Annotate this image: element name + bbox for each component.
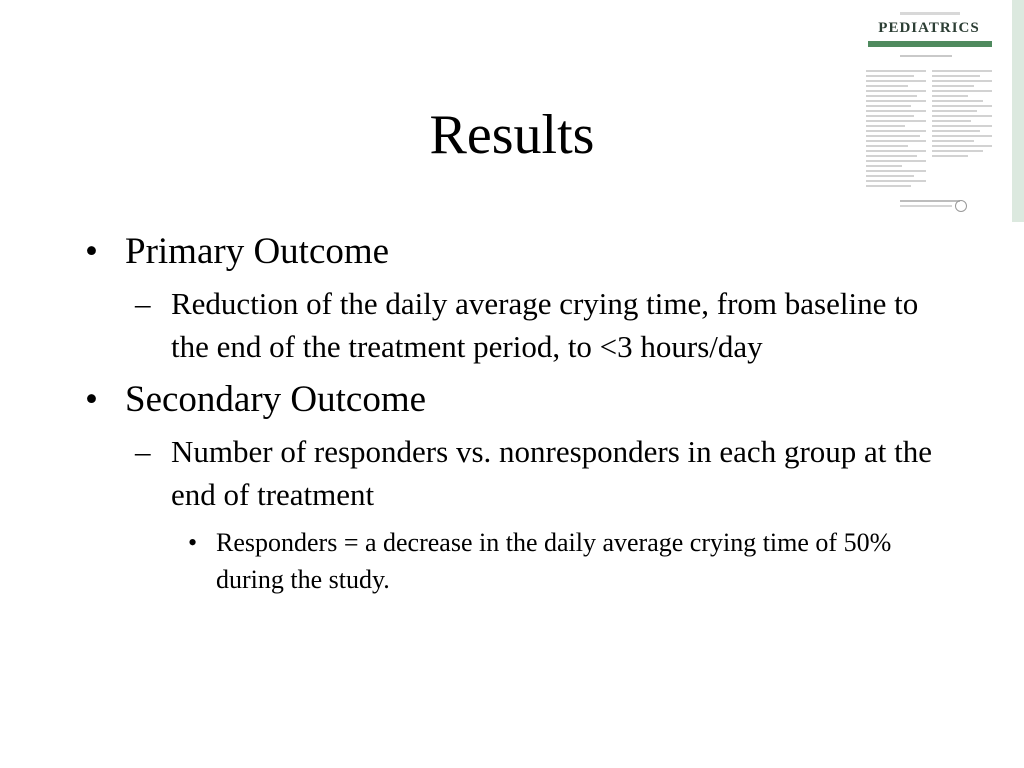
sub-sub-bullet-responders [188, 524, 926, 598]
journal-logo: PEDIATRICS [878, 20, 980, 36]
bullet-text: Secondary Outcome [125, 379, 427, 420]
dash-icon: – [135, 286, 151, 321]
seal-icon [955, 200, 967, 212]
cover-subline [900, 55, 952, 57]
sub-bullet-primary-definition [131, 282, 945, 368]
bullet-primary-outcome [85, 228, 945, 276]
bullet-icon: • [85, 231, 98, 272]
sub-bullet-text: Reduction of the daily average crying time, from baseline to the end of the treatment period, to <3 hours/day [171, 286, 919, 364]
bullet-text: Primary Outcome [125, 231, 390, 272]
bullet-list [85, 228, 945, 598]
cover-color-band [868, 41, 992, 47]
bullet-secondary-outcome [85, 376, 945, 424]
sub-bullet-text: Number of responders vs. nonresponders in each group at the end of treatment [171, 434, 933, 512]
sub-bullet-secondary-definition [131, 430, 945, 516]
bullet-icon: • [85, 379, 98, 420]
sub-sub-bullet-text: Responders = a decrease in the daily average crying time of 50% during the study. [216, 528, 892, 594]
bullet-icon: • [188, 528, 198, 557]
slide-title: Results [429, 104, 595, 166]
dash-icon: – [135, 434, 151, 469]
cover-header-line [900, 12, 960, 15]
